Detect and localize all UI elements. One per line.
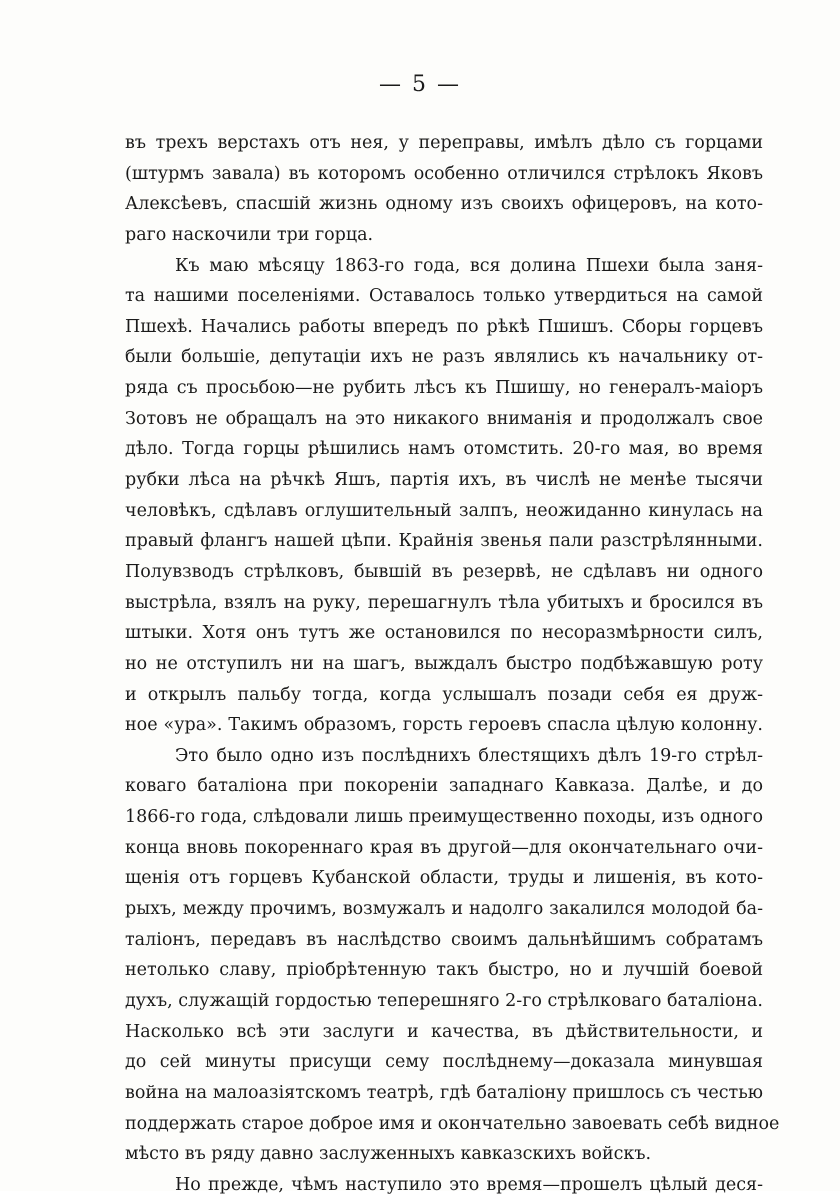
- text-line: были большіе, депутаціи ихъ не разъ являлись къ начальнику от-: [125, 347, 763, 368]
- text-line: ное «ура». Такимъ образомъ, горсть героевъ спасла цѣлую колонну.: [125, 715, 763, 736]
- text-line: 1866-го года, слѣдовали лишь преимущественно походы, изъ одного: [125, 807, 763, 828]
- text-line: Алексѣевъ, спасшій жизнь одному изъ своихъ офицеровъ, на кото-: [125, 194, 763, 215]
- text-line: (штурмъ завала) въ которомъ особенно отличился стрѣлокъ Яковъ: [125, 163, 763, 184]
- text-line: война на малоазіятскомъ театрѣ, гдѣ баталіону пришлось съ честью: [125, 1082, 763, 1103]
- text-line: таліонъ, передавъ въ наслѣдство своимъ дальнѣйшимъ собратамъ: [125, 929, 763, 950]
- text-line: дѣло. Тогда горцы рѣшились намъ отомстить. 20-го мая, во время: [125, 439, 763, 460]
- text-line: до сей минуты присущи сему послѣднему—доказала минувшая: [125, 1052, 763, 1073]
- text-line: рубки лѣса на рѣчкѣ Яшъ, партія ихъ, въ числѣ не менѣе тысячи: [125, 470, 763, 491]
- text-line: щенія отъ горцевъ Кубанской области, труды и лишенія, въ кото-: [125, 868, 763, 889]
- text-line: выстрѣла, взялъ на руку, перешагнулъ тѣла убитыхъ и бросился въ: [125, 592, 763, 613]
- text-line: Но прежде, чѣмъ наступило это время—прошелъ цѣлый деся-: [175, 1174, 763, 1195]
- text-line: въ трехъ верстахъ отъ нея, у переправы, имѣлъ дѣло съ горцами: [125, 133, 763, 153]
- text-line: конца вновь покореннаго края въ другой—для окончательнаго очи-: [125, 837, 763, 858]
- text-line: и открылъ пальбу тогда, когда услышалъ позади себя ея друж-: [125, 684, 763, 705]
- text-line: поддержать старое доброе имя и окончательно завоевать себѣ видное: [125, 1113, 780, 1134]
- text-line: Пшехѣ. Начались работы впередъ по рѣкѣ Пшишъ. Сборы горцевъ: [125, 316, 763, 337]
- text-line: но не отступилъ ни на шагъ, выждалъ быстро подбѣжавшую роту: [125, 653, 763, 674]
- body-text: [125, 128, 780, 1200]
- page-number: — 5 —: [379, 72, 461, 97]
- text-line: человѣкъ, сдѣлавъ оглушительный залпъ, неожиданно кинулась на: [125, 500, 763, 521]
- text-line: Это было одно изъ послѣднихъ блестящихъ дѣлъ 19-го стрѣл-: [175, 745, 763, 766]
- text-line: та нашими поселеніями. Оставалось только утвердиться на самой: [125, 286, 763, 307]
- text-line: духъ, служащій гордостью теперешняго 2-го стрѣлковаго баталіона.: [125, 990, 763, 1011]
- text-line: правый флангъ нашей цѣпи. Крайнія звенья пали разстрѣлянными.: [125, 531, 763, 552]
- text-line: штыки. Хотя онъ тутъ же остановился по несоразмѣрности силъ,: [125, 623, 763, 644]
- text-line: ряда съ просьбою—не рубить лѣсъ къ Пшишу, но генералъ-маіоръ: [125, 378, 763, 399]
- text-line: рыхъ, между прочимъ, возмужалъ и надолго закалился молодой ба-: [125, 899, 763, 920]
- text-line: Зотовъ не обращалъ на это никакого вниманія и продолжалъ свое: [125, 408, 763, 429]
- text-line: раго наскочили три горца.: [125, 224, 374, 245]
- text-line: нетолько славу, пріобрѣтенную такъ быстро, но и лучшій боевой: [125, 960, 763, 981]
- text-line: Насколько всѣ эти заслуги и качества, въ дѣйствительности, и: [125, 1021, 763, 1042]
- text-line: Полувзводъ стрѣлковъ, бывшій въ резервѣ, не сдѣлавъ ни одного: [125, 561, 763, 582]
- text-line: мѣсто въ ряду давно заслуженныхъ кавказскихъ войскъ.: [125, 1144, 652, 1165]
- text-line: Къ маю мѣсяцу 1863-го года, вся долина Пшехи была заня-: [175, 255, 763, 276]
- text-line: коваго баталіона при покореніи западнаго Кавказа. Далѣе, и до: [125, 776, 763, 797]
